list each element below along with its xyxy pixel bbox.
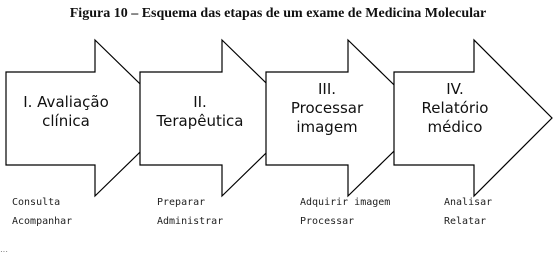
stage-2-activity-2: Administrar [157, 216, 224, 227]
stage-1-activity-2: Acompanhar [12, 216, 73, 227]
stage-1-label-line-2: clínica [42, 112, 90, 130]
stage-1-activity-1: Consulta [12, 197, 61, 208]
stage-2-activity-1: Preparar [157, 197, 206, 208]
footer-fragment: ··· [0, 247, 8, 256]
stage-1-label [6, 93, 126, 131]
stage-3-activity-2: Processar [300, 216, 355, 227]
stage-3-label-line-1: III. [317, 80, 337, 98]
stage-2-label-line-2: Terapêutica [156, 112, 244, 130]
stage-4-label [400, 80, 510, 137]
stage-3-activity-1: Adquirir imagem [300, 197, 391, 208]
stage-4-label-line-2: Relatório [421, 99, 489, 117]
stage-4-activity-1: Analisar [444, 197, 493, 208]
figure-title: Figura 10 – Esquema das etapas de um exame de Medicina Molecular [69, 6, 487, 21]
stage-2-label-line-1: II. [193, 93, 207, 111]
stage-2-label [140, 93, 260, 131]
stage-4-activity-2: Relatar [444, 216, 487, 227]
stage-3-label-line-3: imagem [296, 118, 358, 136]
stage-1-label-line-1: I. Avaliação [23, 93, 109, 111]
stage-3-label [272, 80, 382, 137]
stage-3-label-line-2: Processar [290, 99, 364, 117]
stage-4-label-line-1: IV. [446, 80, 464, 98]
stage-4-label-line-3: médico [427, 118, 483, 136]
